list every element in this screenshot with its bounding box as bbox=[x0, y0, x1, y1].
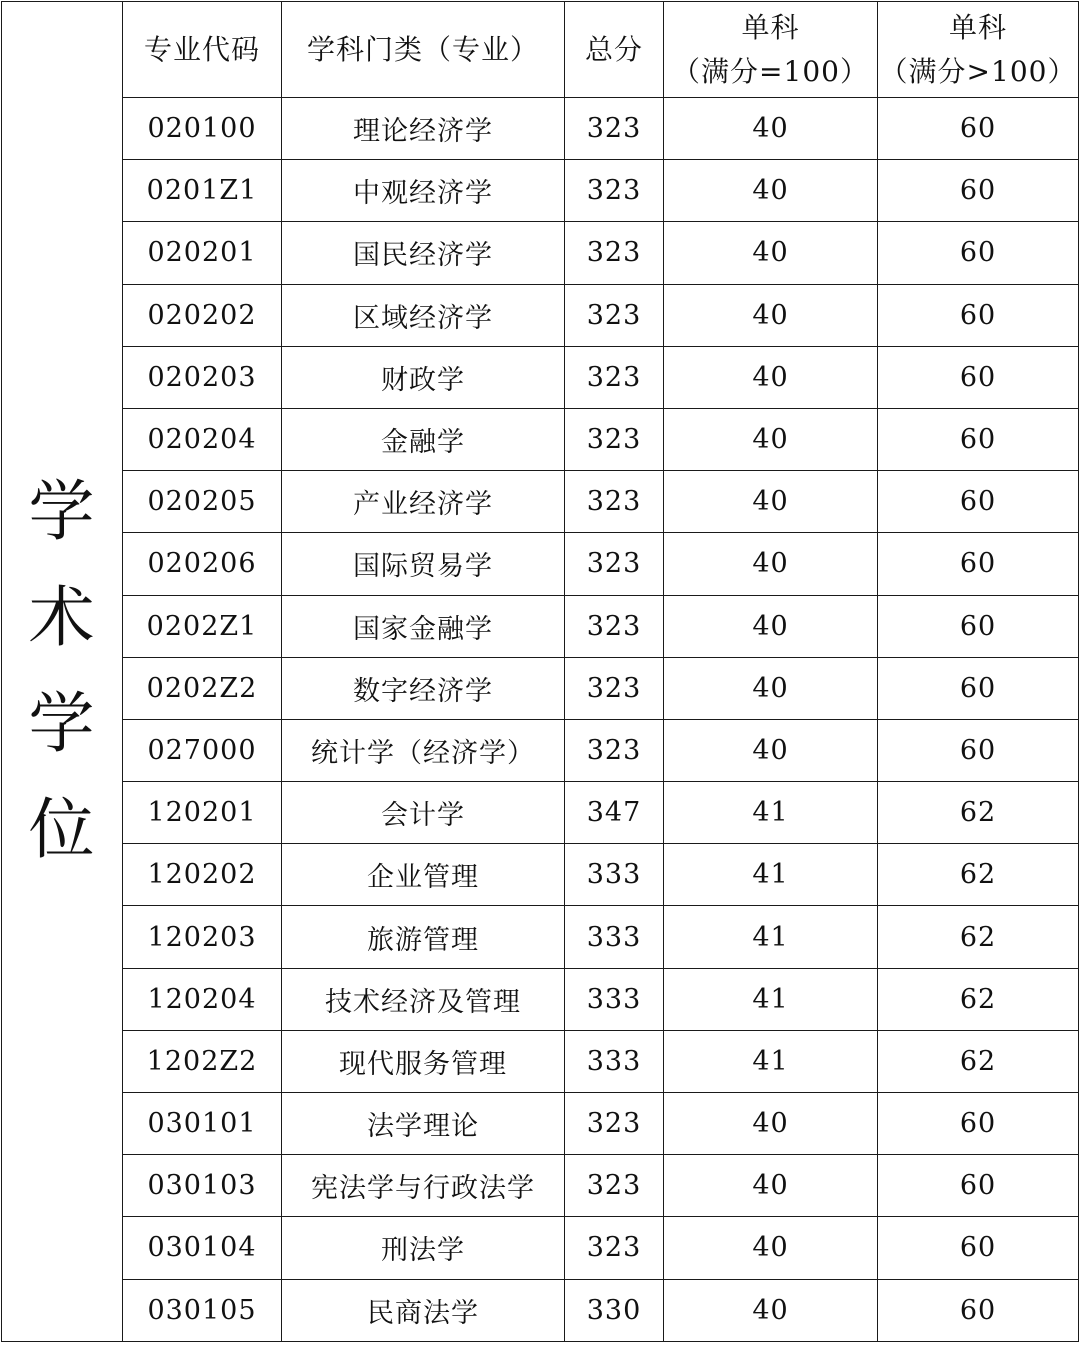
cell-total: 323 bbox=[565, 471, 664, 533]
table-row bbox=[2, 408, 1079, 470]
cell-code: 030105 bbox=[123, 1279, 282, 1341]
cell-code: 030104 bbox=[123, 1217, 282, 1279]
cell-code: 020202 bbox=[123, 284, 282, 346]
cell-total: 347 bbox=[565, 782, 664, 844]
cell-single-100: 40 bbox=[664, 160, 878, 222]
cell-single-gt100: 60 bbox=[878, 533, 1079, 595]
header-row bbox=[2, 2, 1079, 98]
cell-total: 323 bbox=[565, 595, 664, 657]
cell-total: 323 bbox=[565, 346, 664, 408]
cell-major: 金融学 bbox=[282, 408, 565, 470]
cell-single-100: 40 bbox=[664, 595, 878, 657]
cell-major: 财政学 bbox=[282, 346, 565, 408]
cell-total: 323 bbox=[565, 1093, 664, 1155]
table-row bbox=[2, 471, 1079, 533]
header-single-100-line1: 单科 bbox=[741, 10, 800, 44]
table-row bbox=[2, 533, 1079, 595]
cell-code: 020100 bbox=[123, 98, 282, 160]
cell-single-gt100: 60 bbox=[878, 719, 1079, 781]
cell-code: 120204 bbox=[123, 968, 282, 1030]
cell-major: 技术经济及管理 bbox=[282, 968, 565, 1030]
cell-major: 旅游管理 bbox=[282, 906, 565, 968]
cell-single-gt100: 60 bbox=[878, 346, 1079, 408]
cell-single-100: 40 bbox=[664, 657, 878, 719]
cell-total: 323 bbox=[565, 284, 664, 346]
header-code: 专业代码 bbox=[123, 2, 282, 98]
category-cell bbox=[2, 2, 123, 1342]
header-single-gt100-line1: 单科 bbox=[948, 10, 1007, 44]
table-row bbox=[2, 1217, 1079, 1279]
table-row bbox=[2, 1093, 1079, 1155]
cell-total: 323 bbox=[565, 657, 664, 719]
table-row bbox=[2, 1155, 1079, 1217]
cell-total: 323 bbox=[565, 160, 664, 222]
cell-code: 1202Z2 bbox=[123, 1030, 282, 1092]
cell-major: 刑法学 bbox=[282, 1217, 565, 1279]
cell-major: 中观经济学 bbox=[282, 160, 565, 222]
cell-code: 020203 bbox=[123, 346, 282, 408]
cell-total: 323 bbox=[565, 533, 664, 595]
cell-single-100: 40 bbox=[664, 1279, 878, 1341]
cell-single-gt100: 60 bbox=[878, 284, 1079, 346]
cell-code: 030103 bbox=[123, 1155, 282, 1217]
table-row bbox=[2, 160, 1079, 222]
cell-total: 323 bbox=[565, 1155, 664, 1217]
cell-single-100: 40 bbox=[664, 719, 878, 781]
cell-major: 国家金融学 bbox=[282, 595, 565, 657]
table-row bbox=[2, 968, 1079, 1030]
cell-single-100: 41 bbox=[664, 968, 878, 1030]
cell-single-100: 41 bbox=[664, 782, 878, 844]
cell-major: 区域经济学 bbox=[282, 284, 565, 346]
cell-single-gt100: 60 bbox=[878, 1279, 1079, 1341]
category-char: 术 bbox=[28, 579, 96, 657]
table-row bbox=[2, 844, 1079, 906]
cell-total: 323 bbox=[565, 719, 664, 781]
cell-code: 120203 bbox=[123, 906, 282, 968]
cell-single-gt100: 60 bbox=[878, 1155, 1079, 1217]
table-row bbox=[2, 346, 1079, 408]
cell-single-100: 40 bbox=[664, 471, 878, 533]
cell-single-100: 40 bbox=[664, 346, 878, 408]
table-row bbox=[2, 1030, 1079, 1092]
cell-single-gt100: 62 bbox=[878, 906, 1079, 968]
cell-total: 333 bbox=[565, 968, 664, 1030]
category-char: 学 bbox=[28, 473, 96, 551]
cell-major: 国际贸易学 bbox=[282, 533, 565, 595]
cell-single-gt100: 60 bbox=[878, 160, 1079, 222]
cell-code: 020206 bbox=[123, 533, 282, 595]
cell-major: 法学理论 bbox=[282, 1093, 565, 1155]
table-row bbox=[2, 98, 1079, 160]
cell-single-100: 40 bbox=[664, 222, 878, 284]
cell-single-gt100: 62 bbox=[878, 782, 1079, 844]
cell-code: 0202Z1 bbox=[123, 595, 282, 657]
cell-code: 030101 bbox=[123, 1093, 282, 1155]
cell-single-gt100: 60 bbox=[878, 657, 1079, 719]
cell-single-gt100: 60 bbox=[878, 1217, 1079, 1279]
cell-major: 理论经济学 bbox=[282, 98, 565, 160]
cell-single-100: 41 bbox=[664, 1030, 878, 1092]
cell-single-100: 40 bbox=[664, 1093, 878, 1155]
cell-single-100: 40 bbox=[664, 533, 878, 595]
cell-single-gt100: 60 bbox=[878, 471, 1079, 533]
cell-major: 会计学 bbox=[282, 782, 565, 844]
table-row bbox=[2, 906, 1079, 968]
cell-major: 国民经济学 bbox=[282, 222, 565, 284]
table-row bbox=[2, 657, 1079, 719]
cell-single-100: 40 bbox=[664, 408, 878, 470]
header-total: 总分 bbox=[565, 2, 664, 98]
cell-major: 产业经济学 bbox=[282, 471, 565, 533]
category-char: 学 bbox=[28, 685, 96, 763]
header-single-100-line2: （满分=100） bbox=[672, 54, 869, 88]
cell-single-100: 41 bbox=[664, 906, 878, 968]
cell-code: 020205 bbox=[123, 471, 282, 533]
cell-major: 现代服务管理 bbox=[282, 1030, 565, 1092]
header-single-gt100 bbox=[878, 2, 1079, 98]
cell-major: 民商法学 bbox=[282, 1279, 565, 1341]
cell-single-gt100: 60 bbox=[878, 408, 1079, 470]
category-char: 位 bbox=[28, 791, 96, 869]
cell-single-gt100: 62 bbox=[878, 1030, 1079, 1092]
header-single-100 bbox=[664, 2, 878, 98]
cell-total: 323 bbox=[565, 98, 664, 160]
header-major: 学科门类（专业） bbox=[282, 2, 565, 98]
cell-single-100: 40 bbox=[664, 1155, 878, 1217]
cell-single-100: 41 bbox=[664, 844, 878, 906]
cell-total: 323 bbox=[565, 1217, 664, 1279]
cell-single-100: 40 bbox=[664, 1217, 878, 1279]
cell-single-100: 40 bbox=[664, 98, 878, 160]
header-single-gt100-line2: （满分>100） bbox=[879, 54, 1077, 88]
cell-total: 333 bbox=[565, 906, 664, 968]
cell-total: 323 bbox=[565, 222, 664, 284]
cell-code: 120201 bbox=[123, 782, 282, 844]
score-table bbox=[1, 1, 1079, 1342]
cell-single-gt100: 60 bbox=[878, 222, 1079, 284]
cell-code: 020201 bbox=[123, 222, 282, 284]
table-row bbox=[2, 782, 1079, 844]
cell-total: 323 bbox=[565, 408, 664, 470]
cell-code: 027000 bbox=[123, 719, 282, 781]
cell-single-gt100: 62 bbox=[878, 968, 1079, 1030]
cell-single-gt100: 60 bbox=[878, 1093, 1079, 1155]
cell-single-100: 40 bbox=[664, 284, 878, 346]
cell-major: 宪法学与行政法学 bbox=[282, 1155, 565, 1217]
cell-code: 0202Z2 bbox=[123, 657, 282, 719]
cell-code: 0201Z1 bbox=[123, 160, 282, 222]
cell-single-gt100: 60 bbox=[878, 98, 1079, 160]
cell-total: 333 bbox=[565, 1030, 664, 1092]
table-row bbox=[2, 719, 1079, 781]
cell-code: 120202 bbox=[123, 844, 282, 906]
cell-single-gt100: 60 bbox=[878, 595, 1079, 657]
cell-total: 333 bbox=[565, 844, 664, 906]
table-row bbox=[2, 1279, 1079, 1341]
table-row bbox=[2, 222, 1079, 284]
cell-major: 企业管理 bbox=[282, 844, 565, 906]
cell-major: 数字经济学 bbox=[282, 657, 565, 719]
cell-single-gt100: 62 bbox=[878, 844, 1079, 906]
cell-major: 统计学（经济学） bbox=[282, 719, 565, 781]
table-row bbox=[2, 284, 1079, 346]
table-row bbox=[2, 595, 1079, 657]
cell-code: 020204 bbox=[123, 408, 282, 470]
cell-total: 330 bbox=[565, 1279, 664, 1341]
